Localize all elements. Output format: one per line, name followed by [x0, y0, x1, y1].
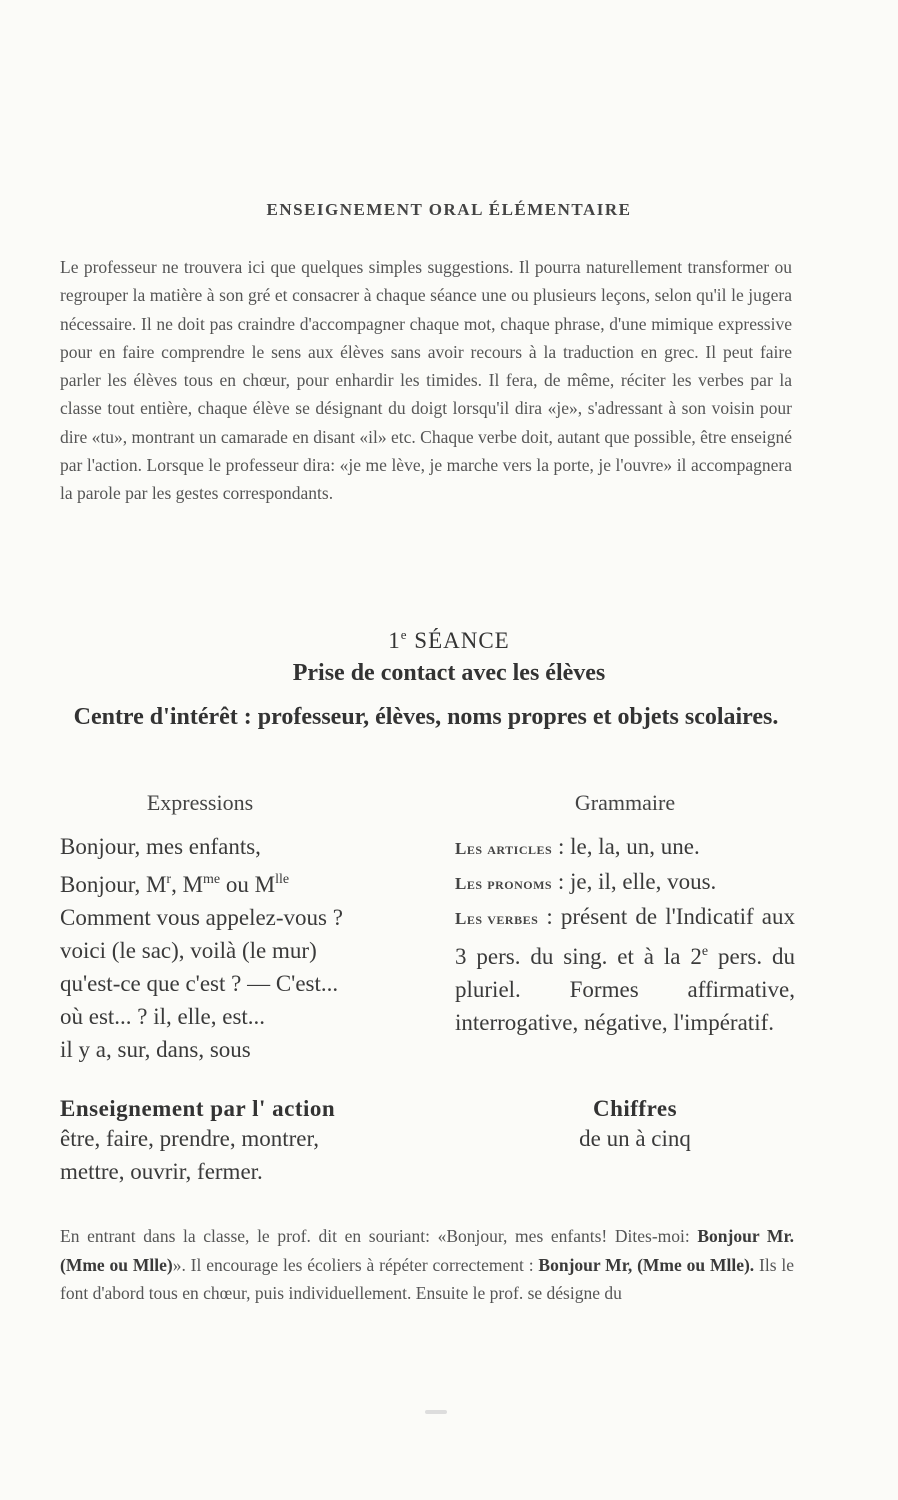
expression-part: Bonjour, M: [60, 872, 167, 897]
expression-line: il y a, sur, dans, sous: [60, 1037, 251, 1062]
grammar-text: : présent de l'Indicatif aux 3 pers. du sing. et à la 2: [455, 904, 795, 969]
grammar-pronoms: [455, 865, 795, 900]
section-heading: ENSEIGNEMENT ORAL ÉLÉMENTAIRE: [266, 200, 632, 219]
expression-sup: me: [203, 872, 221, 887]
expressions-title: Expressions: [146, 790, 254, 815]
bottom-text: ». Il encourage les écoliers à répéter correctement :: [172, 1254, 539, 1275]
grammar-text: : le, la, un, une.: [552, 834, 700, 859]
action-title: Enseignement par l' action: [60, 1096, 336, 1121]
seance-subtitle: Prise de contact avec les élèves: [292, 660, 606, 686]
action-section: [60, 1096, 460, 1188]
seance-title: [0, 619, 898, 657]
grammaire-title: Grammaire: [574, 790, 676, 815]
intro-paragraph: Le professeur ne trouvera ici que quelques simples suggestions. Il pourra naturellement transformer ou regrouper la matière à son gré et consacrer à chaque séance une ou plusieurs leçons, selon qu'il le jugera nécessaire. Il ne doit pas craindre d'accompagner chaque mot, chaque phrase, d'une mimique expressive pour en faire comprendre le sens aux élèves sans avoir recours à la traduction en grec. Il peut faire parler les élèves tous en chœur, pour enhardir les timides. Il fera, de même, réciter les verbes par la classe tout entière, chaque élève se désignant du doigt lorsqu'il dira «je», s'adressant à son voisin pour dire «tu», montrant un camarade en disant «il» etc. Chaque verbe doit, autant que possible, être enseigné par l'action. Lorsque le professeur dira: «je me lève, je marche vers la porte, je l'ouvre» il accompagnera la parole par les gestes correspondants.: [60, 257, 792, 504]
grammar-label: Les pronoms: [455, 874, 553, 893]
grammaire-column: [455, 790, 795, 1039]
expression-part: ou M: [220, 872, 276, 897]
bottom-text: En entrant dans la classe, le prof. dit en souriant: «Bonjour, mes enfants! Dites-moi:: [60, 1226, 698, 1246]
expression-sup: lle: [275, 872, 290, 887]
expressions-column: [60, 790, 440, 1066]
expression-part: , M: [171, 872, 204, 897]
expression-line: Bonjour, mes enfants,: [60, 834, 261, 859]
expression-line: voici (le sac), voilà (le mur): [60, 938, 317, 963]
seance-number-suffix: e: [400, 627, 408, 642]
centre-interet: Centre d'intérêt : professeur, élèves, noms propres et objets scolaires.: [73, 704, 779, 730]
grammar-label: Les articles: [455, 839, 553, 858]
grammar-verbes: [455, 900, 795, 1039]
bottom-bold: Bonjour Mr. (Mme ou Mlle): [60, 1226, 794, 1275]
grammar-text: pers. du pluriel. Formes affirmative, interrogative, négative, l'impératif.: [455, 944, 795, 1035]
expression-line: [60, 863, 440, 901]
chiffres-text: de un à cinq: [579, 1126, 691, 1151]
expression-sup: r: [166, 872, 172, 887]
grammar-sup: e: [701, 944, 709, 959]
grammar-text: : je, il, elle, vous.: [552, 869, 717, 894]
action-line: mettre, ouvrir, fermer.: [60, 1159, 263, 1184]
action-line: être, faire, prendre, montrer,: [60, 1126, 319, 1151]
expression-line: où est... ? il, elle, est...: [60, 1004, 266, 1029]
grammar-articles: [455, 830, 795, 865]
expression-line: qu'est-ce que c'est ? — C'est...: [60, 971, 339, 996]
grammar-label: Les verbes: [455, 909, 539, 928]
bottom-text: Ils le font d'abord tous en chœur, puis individuellement. Ensuite le prof. se désigne du: [60, 1254, 794, 1303]
seance-label: SÉANCE: [407, 628, 510, 653]
page-smudge: [425, 1410, 447, 1414]
expression-line: Comment vous appelez-vous ?: [60, 905, 343, 930]
bottom-bold: Bonjour Mr, (Mme ou Mlle).: [538, 1254, 755, 1275]
chiffres-section: [520, 1096, 750, 1155]
chiffres-title: Chiffres: [592, 1096, 678, 1121]
seance-number: 1: [388, 628, 401, 653]
bottom-paragraph: [60, 1222, 794, 1308]
